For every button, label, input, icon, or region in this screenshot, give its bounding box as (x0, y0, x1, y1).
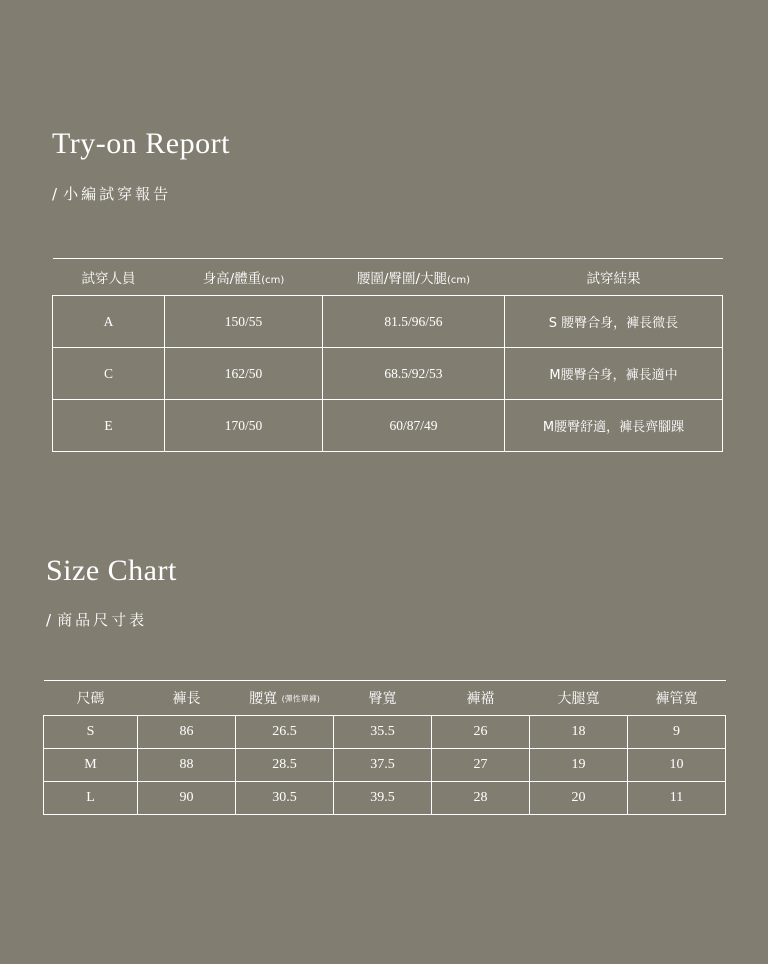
cell-thigh-width: 19 (530, 749, 628, 782)
size-chart-subtitle (46, 609, 147, 630)
table-row (53, 400, 723, 452)
cell-waist-width: 30.5 (236, 782, 334, 815)
cell-person: C (53, 348, 165, 400)
cell-hip-width: 35.5 (334, 716, 432, 749)
column-header-hip-width: 臀寬 (368, 691, 397, 707)
cell-height-weight: 170/50 (165, 400, 323, 452)
subtitle-text: 小編試穿報告 (63, 185, 172, 203)
column-header-waist-width: 腰寬 (彈性單褲) (249, 691, 320, 707)
cell-pant-length: 88 (138, 749, 236, 782)
column-header-result: 試穿結果 (586, 271, 641, 287)
tryon-report-table (52, 258, 723, 452)
cell-leg-opening: 10 (628, 749, 726, 782)
table-header-row (44, 681, 726, 716)
column-header-rise: 褲襠 (466, 691, 495, 707)
table-header-row (53, 259, 723, 296)
cell-size: M (44, 749, 138, 782)
cell-rise: 27 (432, 749, 530, 782)
cell-size: S (44, 716, 138, 749)
subtitle-slash: / (46, 611, 52, 629)
cell-height-weight: 162/50 (165, 348, 323, 400)
cell-height-weight: 150/55 (165, 296, 323, 348)
cell-size: L (44, 782, 138, 815)
cell-waist-width: 26.5 (236, 716, 334, 749)
cell-result: M腰臀合身，褲長適中 (505, 348, 723, 400)
table-row (53, 296, 723, 348)
cell-result: M腰臀舒適，褲長齊腳踝 (505, 400, 723, 452)
cell-measurements: 68.5/92/53 (323, 348, 505, 400)
cell-leg-opening: 9 (628, 716, 726, 749)
cell-measurements: 81.5/96/56 (323, 296, 505, 348)
column-header-person: 試穿人員 (81, 271, 136, 287)
tryon-report-title: Try-on Report (52, 127, 230, 160)
cell-rise: 28 (432, 782, 530, 815)
size-chart-table (43, 680, 726, 815)
cell-leg-opening: 11 (628, 782, 726, 815)
cell-rise: 26 (432, 716, 530, 749)
subtitle-text: 商品尺寸表 (57, 611, 148, 629)
subtitle-slash: / (52, 185, 58, 203)
table-row (44, 749, 726, 782)
unit-cm: (cm) (447, 275, 471, 286)
tryon-report-subtitle (52, 183, 171, 204)
size-chart-title: Size Chart (46, 554, 177, 587)
cell-hip-width: 39.5 (334, 782, 432, 815)
column-header-thigh-width: 大腿寬 (557, 691, 600, 707)
table-row (44, 716, 726, 749)
cell-hip-width: 37.5 (334, 749, 432, 782)
column-header-size: 尺碼 (76, 691, 105, 707)
unit-cm: (cm) (261, 275, 285, 286)
table-row (44, 782, 726, 815)
cell-person: E (53, 400, 165, 452)
cell-measurements: 60/87/49 (323, 400, 505, 452)
column-header-pant-length: 褲長 (172, 691, 201, 707)
waist-note: (彈性單褲) (281, 694, 320, 704)
cell-waist-width: 28.5 (236, 749, 334, 782)
column-header-measurements: 腰圍/臀圍/大腿(cm) (356, 271, 471, 287)
cell-pant-length: 86 (138, 716, 236, 749)
cell-thigh-width: 18 (530, 716, 628, 749)
cell-pant-length: 90 (138, 782, 236, 815)
column-header-leg-opening: 褲管寬 (655, 691, 698, 707)
cell-person: A (53, 296, 165, 348)
table-row (53, 348, 723, 400)
cell-thigh-width: 20 (530, 782, 628, 815)
column-header-height-weight: 身高/體重(cm) (202, 271, 285, 287)
cell-result: S 腰臀合身，褲長微長 (505, 296, 723, 348)
